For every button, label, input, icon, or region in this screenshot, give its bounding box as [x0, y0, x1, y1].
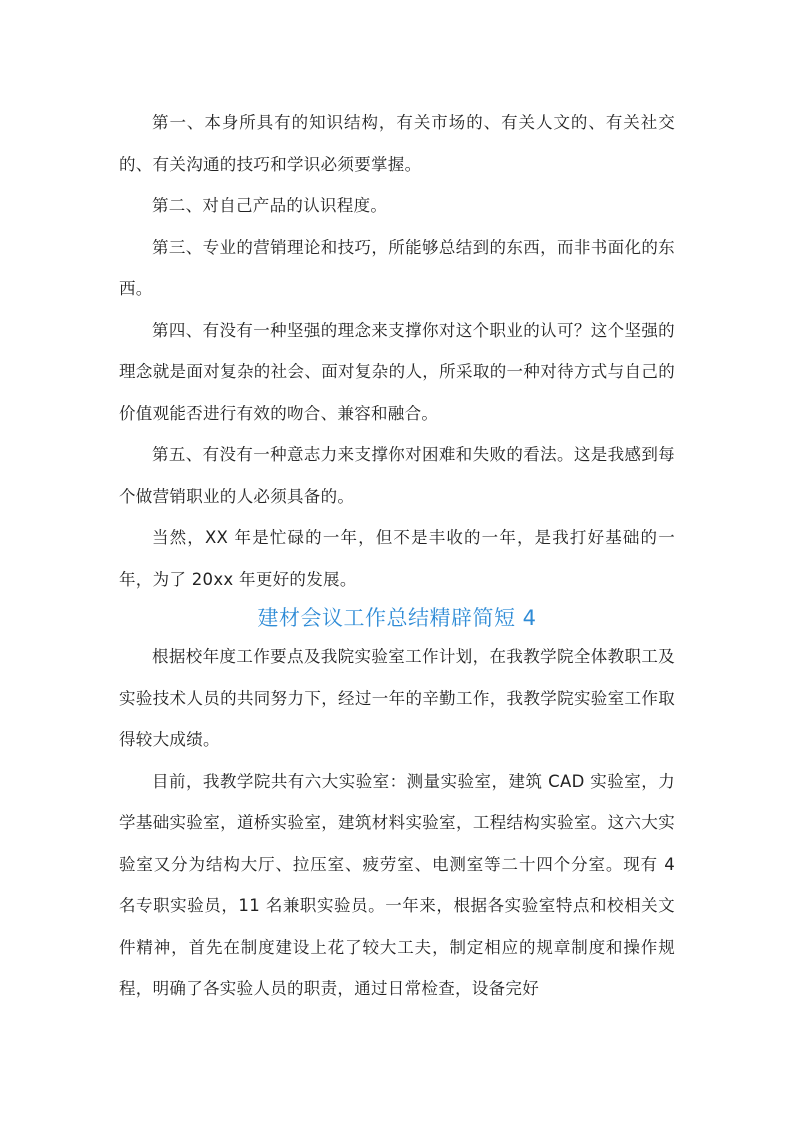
paragraph-point-four: 第四、有没有一种坚强的理念来支撑你对这个职业的认可？这个坚强的理念就是面对复杂的社会、面对复杂的人，所采取的一种对待方式与自己的价值观能否进行有效的吻合、兼容和融合。	[119, 320, 675, 423]
paragraph-point-three: 第三、专业的营销理论和技巧，所能够总结到的东西，而非书面化的东西。	[119, 237, 675, 298]
paragraph-conclusion: 当然，XX 年是忙碌的一年，但不是丰收的一年，是我打好基础的一年，为了 20xx 年更好的发展。	[119, 528, 675, 589]
document-body	[119, 102, 675, 1010]
section-heading: 建材会议工作总结精辟简短 4	[257, 606, 537, 630]
paragraph-labs: 目前，我教学院共有六大实验室：测量实验室，建筑 CAD 实验室，力学基础实验室，道桥实验室，建筑材料实验室，工程结构实验室。这六大实验室又分为结构大厅、拉压室、疲劳室、电测室等二十四个分室。现有 4 名专职实验员，11 名兼职实验员。一年来，根据各实验室特点和校相关文件精神，首先在制度建设上花了较大工夫，制定相应的规章制度和操作规程，明确了各实验人员的职责，通过日常检查，设备完好	[119, 771, 675, 998]
paragraph-point-two: 第二、对自己产品的认识程度。	[152, 196, 388, 215]
paragraph-point-one: 第一、本身所具有的知识结构，有关市场的、有关人文的、有关社交的、有关沟通的技巧和学识必须要掌握。	[119, 113, 675, 174]
paragraph-point-five: 第五、有没有一种意志力来支撑你对困难和失败的看法。这是我感到每个做营销职业的人必须具备的。	[119, 445, 675, 506]
paragraph-intro: 根据校年度工作要点及我院实验室工作计划，在我教学院全体教职工及实验技术人员的共同努力下，经过一年的辛勤工作，我教学院实验室工作取得较大成绩。	[119, 647, 675, 749]
